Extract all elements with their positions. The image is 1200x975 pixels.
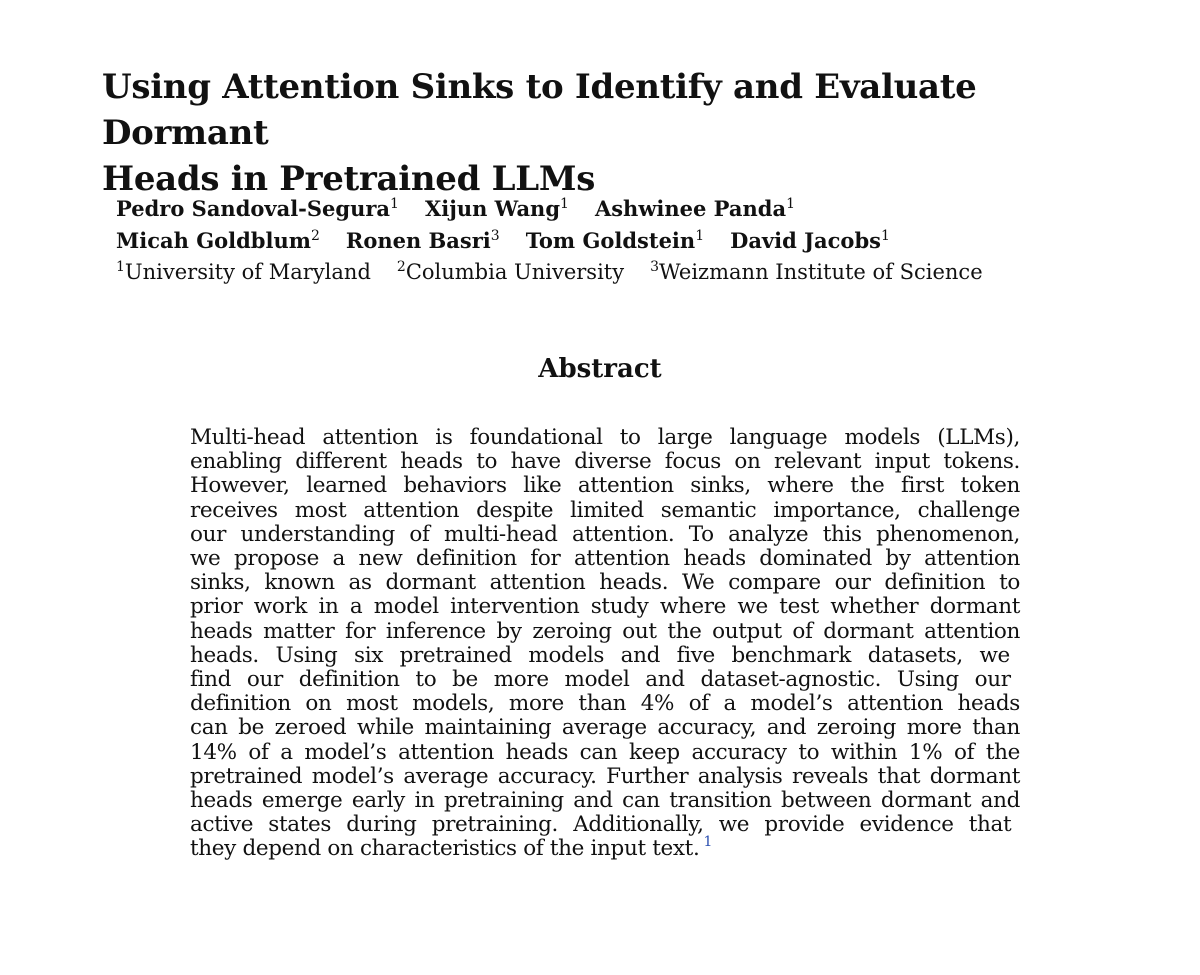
author-name-text: Pedro Sandoval-Segura <box>116 196 391 221</box>
author-affiliation-mark: 1 <box>695 228 705 244</box>
author-line-2 <box>116 225 1116 257</box>
abstract-line <box>190 547 1020 571</box>
abstract-line <box>190 741 1020 765</box>
abstract-body <box>190 426 1020 862</box>
abstract-line-text: pretrained model’s average accuracy. Further analysis reveals that dormant <box>190 763 1020 789</box>
author-name-text: Micah Goldblum <box>116 228 311 253</box>
abstract-line-text: enabling different heads to have diverse focus on relevant input tokens. <box>190 449 1020 475</box>
affiliation-mark: 3 <box>650 259 660 275</box>
abstract-line <box>190 834 1020 862</box>
affiliation-name: Weizmann Institute of Science <box>659 260 983 284</box>
affiliation-name: Columbia University <box>405 260 625 284</box>
author-name-text: Tom Goldstein <box>525 228 696 253</box>
abstract-line <box>190 644 1020 668</box>
author-name <box>116 196 399 221</box>
abstract-line-text: heads matter for inference by zeroing out the output of dormant attention <box>190 618 1020 644</box>
abstract-line-text: sinks, known as dormant attention heads. We compare our definition to <box>190 570 1020 596</box>
abstract-line-text: they depend on characteristics of the input text. <box>190 836 700 862</box>
affiliation <box>397 260 624 284</box>
abstract-line-text: 14% of a model’s attention heads can keep accuracy to within 1% of the <box>190 739 1020 765</box>
abstract-line <box>190 620 1020 644</box>
affiliation <box>650 260 983 284</box>
abstract-line-text: However, learned behaviors like attention sinks, where the first token <box>190 473 1020 499</box>
abstract-line-text: prior work in a model intervention study where we test whether dormant <box>190 594 1020 620</box>
author-block <box>116 193 1116 288</box>
author-name <box>526 228 704 253</box>
author-name-text: Xijun Wang <box>424 196 561 221</box>
author-name-text: David Jacobs <box>730 228 881 253</box>
abstract-line <box>190 813 1020 837</box>
paper-title <box>102 64 1102 202</box>
abstract-heading: Abstract <box>538 354 662 384</box>
abstract-line-text: heads emerge early in pretraining and can transition between dormant and <box>190 788 1020 814</box>
footnote-link[interactable]: 1 <box>703 834 713 851</box>
affiliation-line <box>116 257 1116 288</box>
author-name-text: Ashwinee Panda <box>594 196 787 221</box>
abstract-line <box>190 474 1020 498</box>
abstract-line <box>190 523 1020 547</box>
author-line-1 <box>116 193 1116 225</box>
abstract-line-text: can be zeroed while maintaining average accuracy, and zeroing more than <box>190 715 1020 741</box>
affiliation <box>116 260 371 284</box>
abstract-line-text: Multi-head attention is foundational to large language models (LLMs), <box>190 425 1020 450</box>
abstract-line-text: active states during pretraining. Additionally, we provide evidence that <box>190 812 1012 838</box>
author-name <box>425 196 569 221</box>
author-affiliation-mark: 1 <box>560 196 569 212</box>
abstract-line-text: find our definition to be more model and dataset-agnostic. Using our <box>190 667 1011 693</box>
abstract-line <box>190 499 1020 523</box>
abstract-line <box>190 450 1020 474</box>
author-affiliation-mark: 1 <box>786 196 795 212</box>
author-name <box>595 196 795 221</box>
abstract-line-text: definition on most models, more than 4% of a model’s attention heads <box>190 691 1020 717</box>
affiliation-name: University of Maryland <box>124 260 371 284</box>
abstract-line <box>190 716 1020 740</box>
abstract-line-text: our understanding of multi-head attention. To analyze this phenomenon, <box>190 521 1020 547</box>
author-name-text: Ronen Basri <box>345 228 491 253</box>
abstract-line-text: we propose a new definition for attention heads dominated by attention <box>190 546 1020 572</box>
author-name <box>730 228 890 253</box>
title-line-2: Heads in Pretrained LLMs <box>102 159 596 199</box>
abstract-line-text: heads. Using six pretrained models and five benchmark datasets, we <box>190 642 1010 668</box>
author-affiliation-mark: 1 <box>880 228 890 244</box>
author-affiliation-mark: 1 <box>390 196 399 212</box>
author-name <box>346 228 500 253</box>
abstract-line-text: receives most attention despite limited semantic importance, challenge <box>190 497 1020 523</box>
author-affiliation-mark: 3 <box>490 228 500 244</box>
abstract-line <box>190 571 1020 595</box>
abstract-line <box>190 765 1020 789</box>
abstract-line <box>190 595 1020 619</box>
abstract-line <box>190 668 1020 692</box>
title-line-1: Using Attention Sinks to Identify and Evaluate Dormant <box>102 67 977 153</box>
affiliation-mark: 1 <box>116 259 125 275</box>
abstract-line <box>190 692 1020 716</box>
abstract-line <box>190 426 1020 450</box>
author-affiliation-mark: 2 <box>310 228 320 244</box>
author-name <box>116 228 320 253</box>
abstract-line <box>190 789 1020 813</box>
affiliation-mark: 2 <box>396 259 406 275</box>
